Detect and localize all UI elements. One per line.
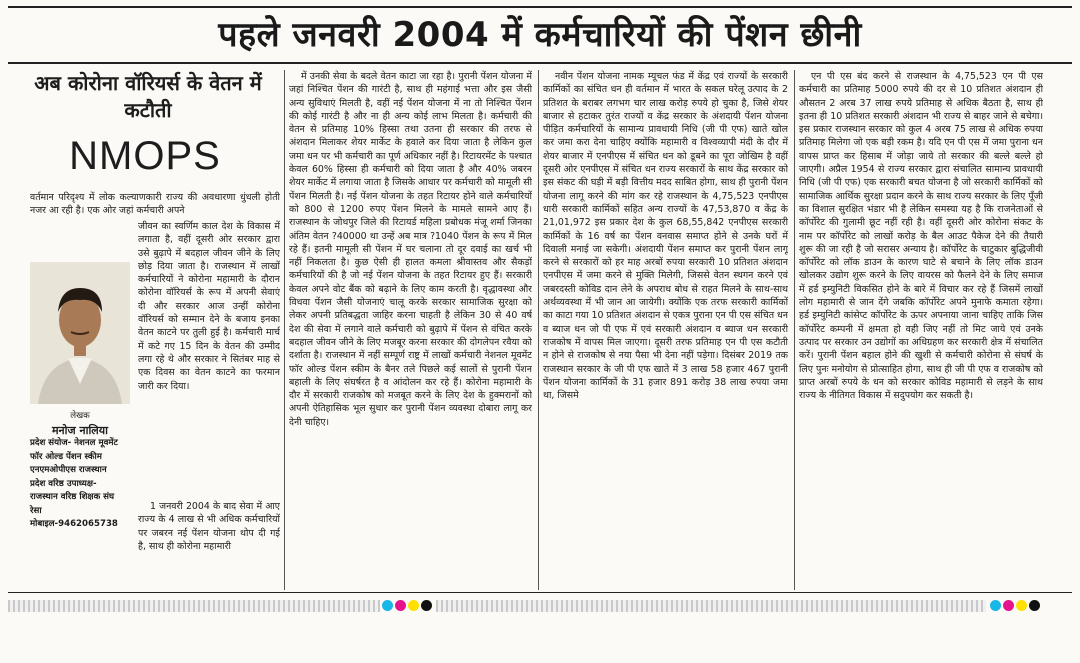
footer-tone-bar-left	[8, 600, 380, 612]
author-photo	[30, 262, 130, 404]
nmops-logo-text: NMOPS	[69, 134, 221, 178]
black-mark	[1029, 600, 1040, 611]
headline: पहले जनवरी 2004 में कर्मचारियों की पेंशन छीनी	[218, 15, 862, 55]
author-name: मनोज नालिया	[51, 423, 108, 437]
column-1-side-text	[138, 220, 280, 490]
cyan-mark	[382, 600, 393, 611]
magenta-mark	[395, 600, 406, 611]
column-2	[289, 70, 532, 590]
black-mark	[421, 600, 432, 611]
author-line-1: प्रदेश संयोज- नेशनल मूवमेंट	[30, 438, 118, 448]
col1-bottom: 1 जनवरी 2004 के बाद सेवा में आए राज्य के 4 लाख से भी अधिक कर्मचारियों पर जबरन नई पेंशन योजना थोप दी गई है, साथ ही कोरोना महामारी	[138, 501, 280, 552]
author-caption	[30, 410, 130, 532]
column-3	[543, 70, 788, 590]
magenta-mark	[1003, 600, 1014, 611]
footer-tone-bar-right	[436, 600, 986, 612]
bottom-rule	[8, 592, 1072, 593]
yellow-mark	[1016, 600, 1027, 611]
author-line-4: प्रदेश वरिष्ठ उपाध्यक्ष-	[30, 478, 97, 489]
headline-rule	[8, 62, 1072, 64]
subheadline: अब कोरोना वॉरियर्स के वेतन में कटौती	[34, 71, 262, 122]
column-4	[799, 70, 1043, 590]
author-phone: मोबाइल-9462065738	[30, 519, 118, 529]
column-divider-2	[538, 70, 539, 590]
col1-side: जीवन का स्वर्णिम काल देश के विकास में लगाता है, वहीं दूसरी ओर सरकार द्वारा उसे बुढ़ापे में बदहाल जीवन जीने के लिए छोड़ दिया जाता है। राजस्थान में लाखों कर्मचारियों ने कोरोना महामारी के दौरान कोरोना वॉरियर्स के रूप में अपनी सेवाएं दी और सरकार आज उन्हीं कोरोना वॉरियर्स को सम्मान देने के बजाय इनका वेतन काटने पर तुली हुई है। कर्मचारी मार्च में कटे गए 15 दिन के वेतन की उम्मीद लगा रहे थे और सरकार ने सितंबर माह से एक दिवस का वेतन काटने का फरमान जारी कर दिया।	[138, 221, 280, 392]
yellow-mark	[408, 600, 419, 611]
column-divider-3	[794, 70, 795, 590]
column-divider-1	[284, 70, 285, 590]
col4-text: एन पी एस बंद करने से राजस्थान के 4,75,523 एन पी एस कर्मचारी का प्रतिमाह 5000 रुपये की दर से 10 प्रतिशत अंशदान ही औसतन 2 अरब 37 लाख रुपये प्रतिमाह से अधिक बैठता है, साथ ही इतना ही 10 प्रतिशत सरकारी अंशदान भी राज्य से बाहर जाने से बचेगा। इस प्रकार राजस्थान सरकार को कुल 4 अरब 75 लाख से अधिक रुपया प्रतिमाह मिलेगा जो एक बड़ी रकम है। यदि एन पी एस में जमा पुराना धन वापस प्राप्त कर हिसाब में जोड़ा जाये तो सरकार की बल्ले बल्ले हो जाएगी। अप्रैल 1954 से राज्य सरकार द्वारा संचालित सामान्य प्रावधायी निधि (जी पी एफ) एक सरकारी बचत योजना है जो सरकारी कार्मिकों को सामाजिक आर्थिक सुरक्षा प्रदान करने के साथ राज्य सरकार के लिए पूँजी का विशाल सुरक्षित भंडार भी है लेकिन समस्या यह है कि राजनेताओं से कॉर्पोरेट की गुलामी छूट नहीं रही है। वहीं दूसरी ओर कोरोना संकट के नाम पर कॉर्पोरेट को लाखों करोड़ के बैल आउट पैकेज देने की तैयारी शुरू की जा रही है जो सरासर अन्याय है। कॉर्पोरेट के चाटुकार बुद्धिजीवी कॉर्पोरेट को लॉक डाउन के कारण घाटे से बचाने के लिए लॉक डाउन खोलकर उद्योग शुरू करने के लिए वायरस को फैलने देने के लिए समाज में हर्ड इम्युनिटी विकसित होने के बारे में विचार कर रहे हैं जिसमें लाखों लोग महामारी से जान देंगे जबकि कॉर्पोरेट अपने मुनाफे कमाता रहेगा। हर्ड इम्युनिटी कांसेप्ट कॉर्पोरेट के ऊपर अपनाया जाना चाहिए ताकि जिस कॉर्पोरेट कम्पनी में क्षमता हो वही जिए नहीं तो मिट जाये एवं उनके उत्पाद पर सरकार उन उद्योगों का अधिग्रहण कर सरकारी क्षेत्र में संचालित करें। पुरानी पेंशन बहाल होने की खुशी से कर्मचारी कोरोना से संघर्ष के लिए पुनः मनोयोग से प्रोत्साहित होगा, साथ ही जी पी एफ व राजकोष को प्राप्त अरबों रुपये के धन को सरकार कोविड महामारी से लड़ने के साथ राज्य के नीतिगत विकास में सदुपयोग कर सकती है।	[799, 71, 1043, 402]
author-line-2: फॉर ओल्ड पेंशन स्कीम	[30, 451, 102, 462]
cyan-mark	[990, 600, 1001, 611]
author-line-6: रेसा	[30, 505, 42, 516]
author-role: लेखक	[70, 411, 90, 421]
col2-text: में उनकी सेवा के बदले वेतन काटा जा रहा है। पुरानी पेंशन योजना में जहां निश्चित पेंशन की गारंटी है, साथ ही महंगाई भत्ता और इस जैसी अन्य सुविधाएं मिलती है, वहीं नई पेंशन योजना में ना तो निश्चित पेंशन की कोई गारंटी है और ना ही अन्य कोई लाभ मिलता है। कर्मचारी की वेतन से प्रतिमाह 10% हिस्सा तथा उतना ही सरकार की तरफ से अंशदान मिलाकर शेयर मार्केट के हवाले कर दिया जाता है लेकिन कुल जमा धन पर भी कर्मचारी का पूर्ण अधिकार नहीं है। रिटायरमेंट के पश्चात केवल 60% हिस्सा ही कर्मचारी को दिया जाता है और 40% जबरन शेयर मार्केट में लगाया जाता है जिसके आधार पर कर्मचारी को मामूली सी पेंशन मिलती है। नई पेंशन योजना के तहत रिटायर होने वाले कर्मचारियों को 800 से 1200 रुपए पेंशन मिलने के मामले सामने आए हैं। राजस्थान के जोधपुर जिले की रिटायर्ड महिला प्रबोधक मंजू शर्मा जिनका अंतिम वेतन ?40000 था उन्हें अब मात्र ?1040 पेंशन के रूप में मिल रहे हैं। इतनी मामूली सी पेंशन में घर चलाना तो दूर दवाई का खर्च भी नहीं निकलता है। कुछ ऐसी ही हालत कमला श्रीवास्तव और सैकड़ों कर्मचारियों की है जो नई पेंशन योजना के तहत रिटायर हुए हैं। सरकारी केवल अपने वोट बैंक को बढ़ाने के लिए काम करती है। वृद्धावस्था और विधवा पेंशन जैसी योजनाएं चालू करके सरकार सामाजिक सुरक्षा को लेकर अपनी प्रतिबद्धता जाहिर करना चाहती है लेकिन 30 से 40 वर्ष देश की सेवा में लगाने वाले कर्मचारी को बुढ़ापे में पेंशन से वंचित करके बदहाल जीवन जीने के लिए मजबूर करना सरकार की दोगलेपन रवैया को दर्शाता है। राजस्थान में नहीं सम्पूर्ण राष्ट्र में लाखों कर्मचारी नेशनल मूवमेंट फॉर ओल्ड पेंशन स्कीम के बैनर तले पिछले कई सालों से पुरानी पेंशन बहाली के लिए संघर्षरत है व आंदोलन कर रहे हैं। कोरोना महामारी के दौर में सरकारी राजकोष को मजबूत करने के लिए देश के हुक्मरानों को अपनी ऐतिहासिक भूल सुधार कर पुरानी पेंशन व्यवस्था दोबारा लागू कर देनी चाहिए।	[289, 71, 532, 428]
col3-text: नवीन पेंशन योजना नामक म्यूचल फंड में केंद्र एवं राज्यों के सरकारी कार्मिकों का संचित धन ही वर्तमान में भारत के सकल घरेलू उत्पाद के 2 प्रतिशत के बराबर लगभग चार लाख करोड़ रुपये हो चुका है, जिसे शेयर बाजार से हटाकर तुरंत राज्यों व केंद्र सरकार के अंशदायी पेंशन योजना पीड़ित कर्मचारियों के सामान्य प्रावधायी निधि (जी पी एफ) खाते खोल कर जमा करा देना चाहिए क्योंकि महामारी व विश्वव्यापी मंदी के दौर में शेयर बाजार में एनपीएस में संचित धन को डूबने का पूरा जोखिम है वहीं दूसरी ओर एनपीएस में संचित धन राज्य सरकारों के साथ केंद्र सरकार को इस संकट की घड़ी में बड़ी वित्तीय मदद साबित होगा, साथ ही पुरानी पेंशन योजना लागू करने की मांग कर रहे राजस्थान के 4,75,523 एनपीएस धारी सरकारी कार्मिकों सहित अन्य राज्यों के 47,53,870 व केंद्र के 21,01,972 इस प्रकार देश के कुल 68,55,842 एनपीएस सरकारी कार्मिकों के 16 वर्ष का पेंशन वनवास समाप्त होने से उनके घरों में दिवाली मनाई जा सकेगी। अंशदायी पेंशन समाप्त कर पुरानी पेंशन लागू करने से सरकारों को हर माह अरबों रुपया सरकारी 10 प्रतिशत अंशदान एनपीएस में जमा करने से मुक्ति मिलेगी, जिससे वेतन स्थगन करने एवं जबरदस्ती कोविड दान लेने के अपराध बोध से राहत मिलने के साथ-साथ अर्थव्यवस्था में भी जान आ जायेगी। क्योंकि एक तरफ सरकारी कार्मिकों का काटा गया 10 प्रतिशत अंशदान से एकत्र पुराना एन पी एस संचित धन व ब्याज धन जो पी एफ में एवं सरकारी अंशदान व ब्याज धन सरकारी राजकोष में वापस मिल जाएगा। दूसरी तरफ प्रतिमाह एन पी एस कटौती न होने से राजकोष से नया पैसा भी देना नहीं पड़ेगा। दिसंबर 2019 तक राजस्थान सरकार के जी पी एफ खाते में 3 लाख 58 हजार 467 पुरानी पेंशन योजना कार्मिकों के 31 हजार 891 करोड़ 38 लाख रुपया जमा था, जिसमे	[543, 71, 788, 402]
column-1-bottom-text	[138, 500, 280, 580]
color-registration-marks-right	[990, 600, 1040, 612]
color-registration-marks-left	[382, 600, 432, 612]
author-portrait-icon	[30, 262, 130, 404]
author-line-5: राजस्थान वरिष्ठ शिक्षक संघ	[30, 492, 115, 502]
col1-intro: वर्तमान परिदृश्य में लोक कल्याणकारी राज्य की अवधारणा धुंधली होती नजर आ रही है। एक ओर जहां कर्मचारी अपने	[30, 192, 280, 217]
top-rule	[8, 6, 1072, 8]
author-line-3: एनएमओपीएस राजस्थान	[30, 465, 107, 475]
